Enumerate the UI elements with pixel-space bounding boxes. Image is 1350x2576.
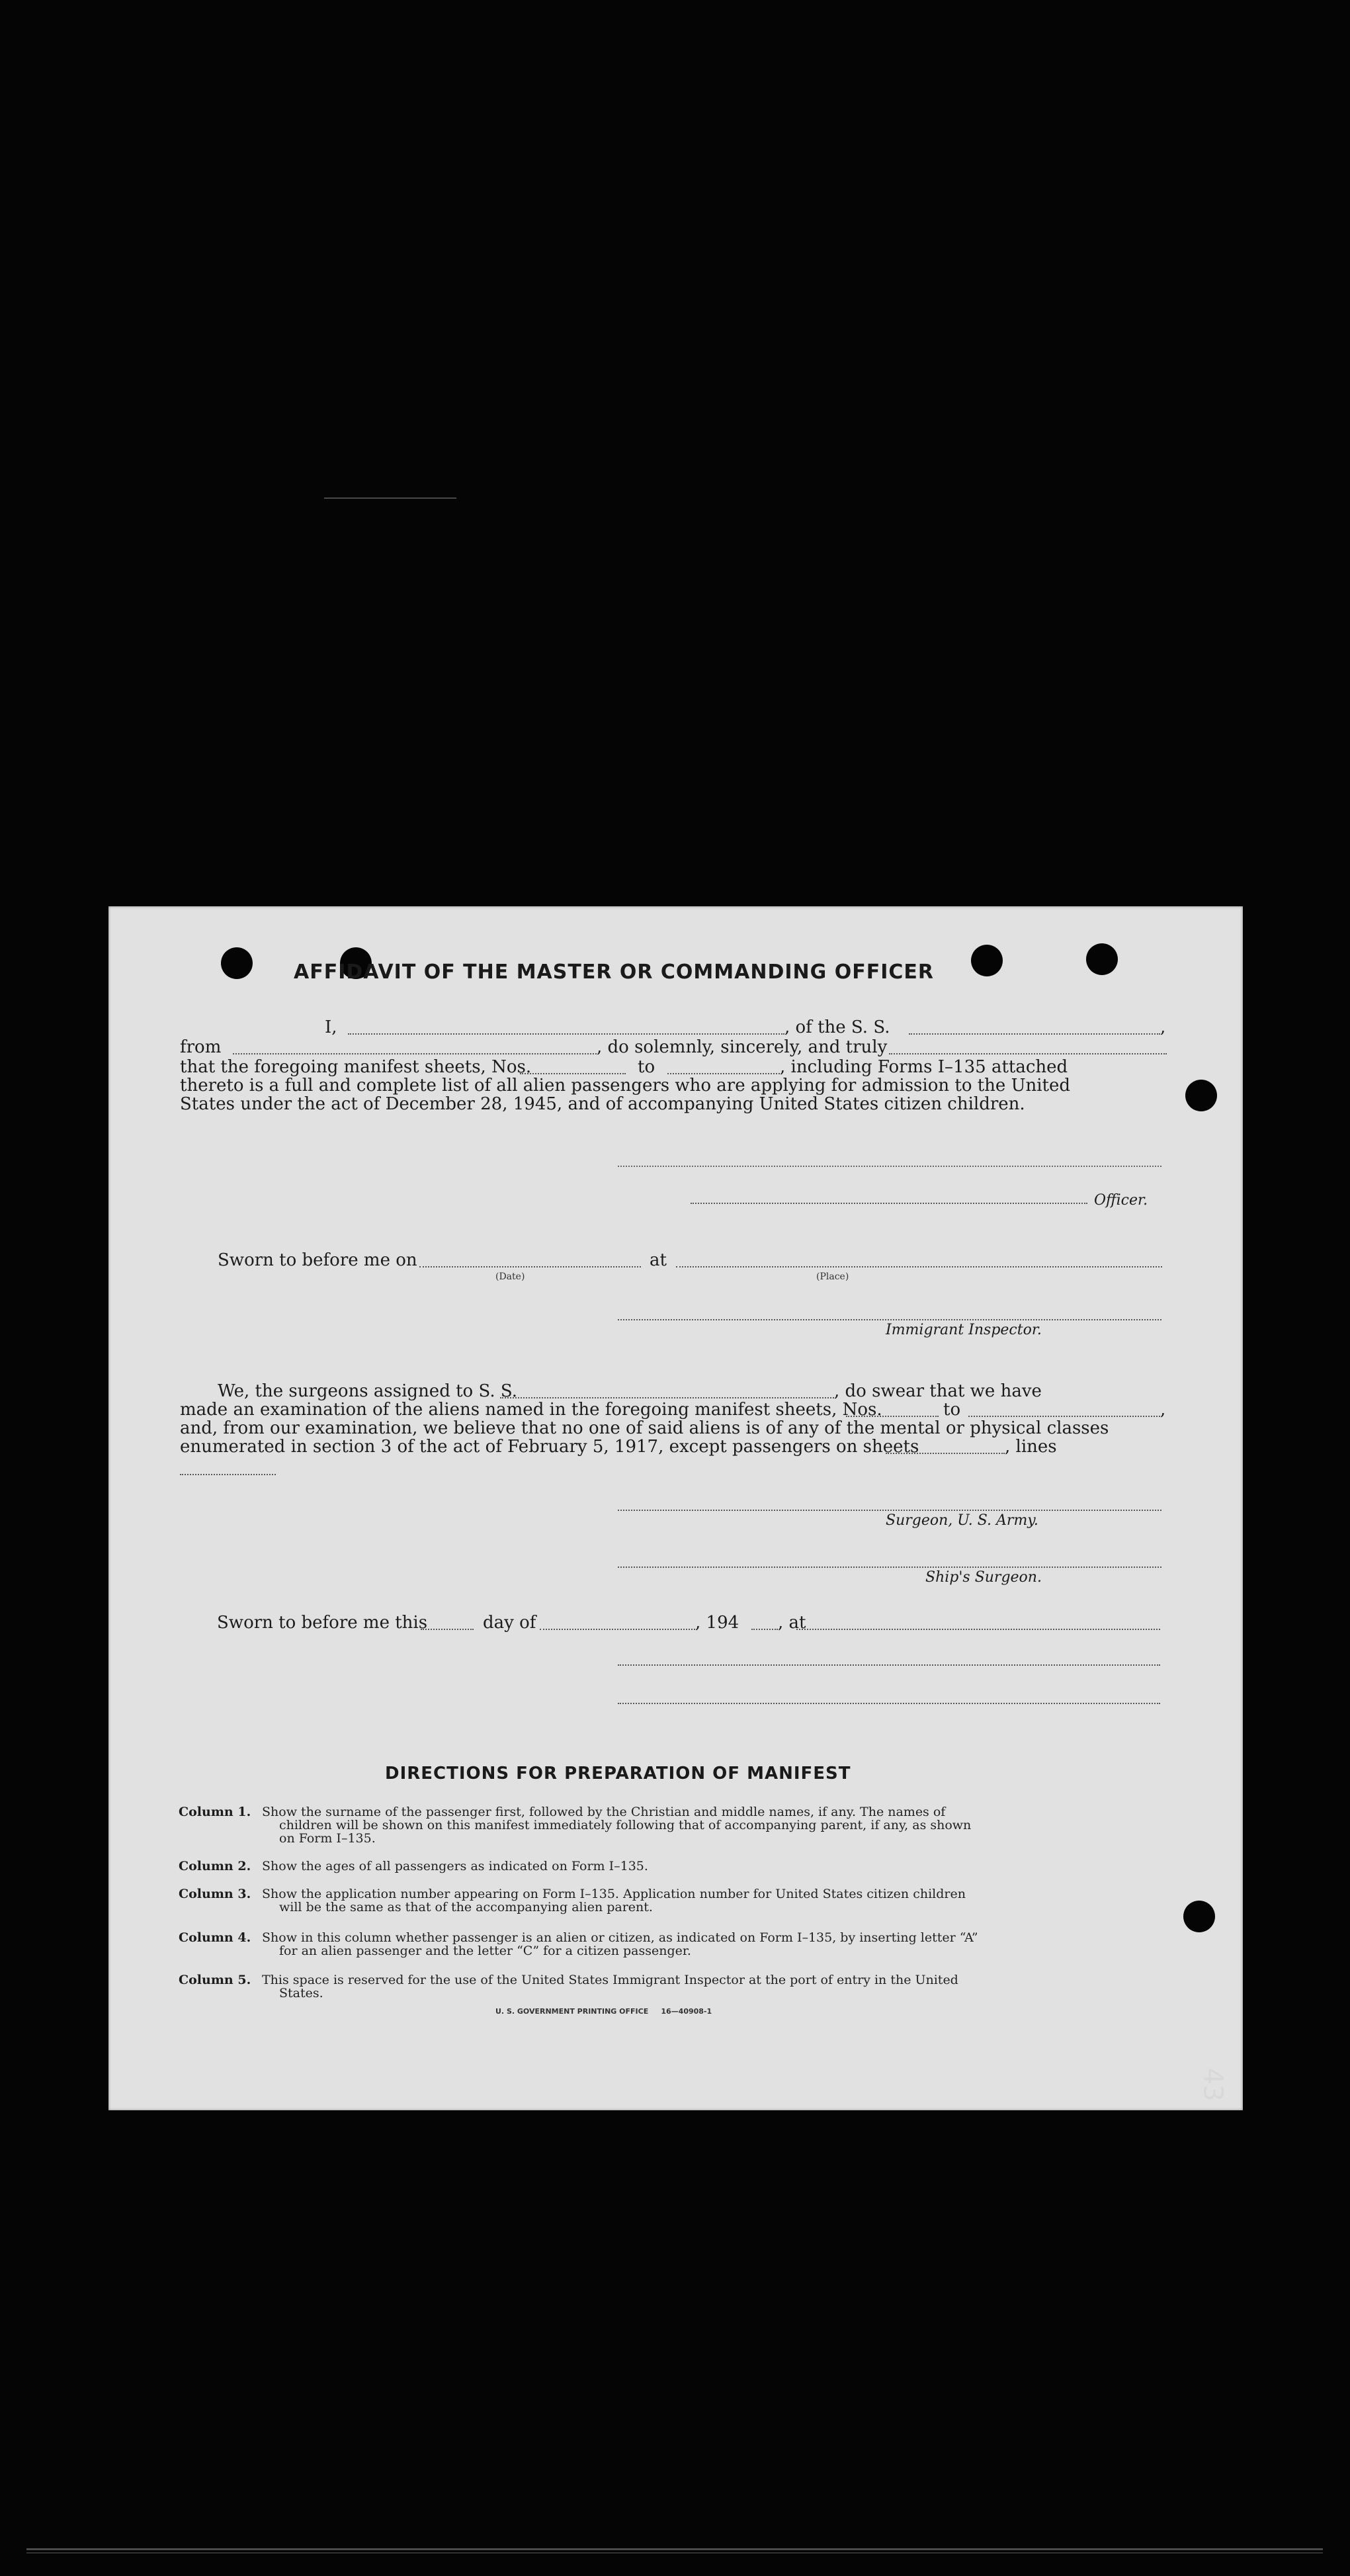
column-direction: for an alien passenger and the letter “C” for a citizen passenger. — [279, 1944, 691, 1958]
sworn-text: Sworn to before me this — [217, 1613, 428, 1633]
affidavit-text: , of the S. S. — [784, 1017, 890, 1037]
surgeons-text: , do swear that we have — [834, 1381, 1042, 1401]
punch-hole — [1086, 943, 1118, 975]
scan-edge-line — [324, 497, 456, 499]
column-direction: children will be shown on this manifest immediately following that of accompanying parent, if any, as shown — [279, 1818, 972, 1832]
officer-label: Officer. — [1094, 1192, 1148, 1209]
surgeons-text: enumerated in section 3 of the act of February 5, 1917, except passengers on sheets — [180, 1437, 919, 1457]
sworn-place-blank — [676, 1266, 1162, 1267]
blank-line — [889, 1053, 1167, 1054]
place-caption: (Place) — [816, 1271, 849, 1282]
affidavit-text: thereto is a full and complete list of all alien passengers who are applying for admission to the United — [180, 1076, 1071, 1095]
surgeons-text: made an examination of the aliens named in the foregoing manifest sheets, Nos. — [180, 1400, 882, 1420]
sheet-from-blank — [520, 1073, 626, 1074]
column-label: Column 2. — [179, 1859, 251, 1873]
column-label: Column 3. — [179, 1887, 251, 1901]
page-number: 43 — [1197, 2067, 1228, 2102]
port-blank — [233, 1053, 597, 1054]
surgeons-text: , — [1160, 1400, 1166, 1420]
directions-title: DIRECTIONS FOR PREPARATION OF MANIFEST — [385, 1764, 851, 1783]
column-direction: will be the same as that of the accompanying alien parent. — [279, 1900, 653, 1914]
affidavit-text: , including Forms I–135 attached — [780, 1057, 1068, 1077]
sworn-text: at — [650, 1250, 667, 1270]
sworn-month-blank — [540, 1629, 695, 1630]
affidavit-text: , do solemnly, sincerely, and truly — [597, 1037, 888, 1057]
sworn-text: Sworn to before me on — [218, 1250, 417, 1270]
sworn-day-blank — [421, 1629, 474, 1630]
column-direction: Show in this column whether passenger is an alien or citizen, as indicated on Form I–135, by inserting letter “A” — [262, 1930, 978, 1945]
column-label: Column 1. — [179, 1805, 251, 1819]
signature-line — [618, 1166, 1161, 1167]
affidavit-text: that the foregoing manifest sheets, Nos. — [180, 1057, 532, 1077]
surgeons-text: , lines — [1005, 1437, 1057, 1457]
sworn-text: , at — [778, 1613, 806, 1633]
scan-edge-line — [26, 2552, 1323, 2554]
scan-edge-line — [26, 2548, 1323, 2550]
column-direction: States. — [279, 1986, 323, 2000]
column-direction: Show the surname of the passenger first, followed by the Christian and middle names, if any. The names of — [262, 1805, 946, 1819]
ship-surgeon-signature-line — [618, 1567, 1161, 1568]
signature-line — [618, 1703, 1160, 1704]
affidavit-text: , — [1160, 1017, 1166, 1037]
column-direction: This space is reserved for the use of the United States Immigrant Inspector at the port of entry in the United — [262, 1973, 958, 1987]
master-name-blank — [348, 1033, 784, 1035]
column-direction: Show the application number appearing on Form I–135. Application number for United States citizen children — [262, 1887, 966, 1901]
affidavit-text: from — [180, 1037, 222, 1057]
lines-blank — [180, 1474, 276, 1475]
except-sheets-blank — [886, 1453, 1005, 1454]
officer-signature-line — [691, 1203, 1087, 1204]
punch-hole — [1185, 1080, 1217, 1111]
date-caption: (Date) — [495, 1271, 525, 1282]
manifest-page — [108, 906, 1243, 2110]
inspector-label: Immigrant Inspector. — [886, 1322, 1042, 1338]
sworn-place-blank — [796, 1629, 1160, 1630]
column-label: Column 4. — [179, 1930, 251, 1945]
column-direction: on Form I–135. — [279, 1831, 376, 1846]
affidavit-title: AFFIDAVIT OF THE MASTER OR COMMANDING OFFICER — [294, 961, 934, 984]
ship-name-blank — [909, 1033, 1160, 1035]
punch-hole — [971, 945, 1003, 976]
printing-office-footer: U. S. GOVERNMENT PRINTING OFFICE 16—40908-1 — [495, 2007, 712, 2016]
column-direction: Show the ages of all passengers as indicated on Form I–135. — [262, 1859, 648, 1873]
sworn-text: day of — [483, 1613, 536, 1633]
surgeons-text: We, the surgeons assigned to S. S. — [218, 1381, 518, 1401]
affidavit-text: I, — [325, 1017, 337, 1037]
surgeon-ship-blank — [500, 1397, 834, 1398]
affidavit-text: States under the act of December 28, 1945, and of accompanying United States citizen children. — [180, 1094, 1025, 1114]
punch-hole — [221, 947, 253, 979]
sworn-date-blank — [419, 1266, 641, 1267]
ship-surgeon-label: Ship's Surgeon. — [925, 1569, 1042, 1586]
affidavit-text: to — [638, 1057, 655, 1077]
signature-line — [618, 1664, 1160, 1666]
surgeons-text: to — [943, 1400, 961, 1420]
surgeons-text: and, from our examination, we believe that no one of said aliens is of any of the mental or physical classes — [180, 1418, 1109, 1438]
army-surgeon-label: Surgeon, U. S. Army. — [886, 1512, 1038, 1529]
surgeon-sheet-from-blank — [846, 1416, 939, 1417]
sworn-text: , 194 — [695, 1613, 739, 1633]
sheet-to-blank — [667, 1073, 780, 1074]
column-label: Column 5. — [179, 1973, 251, 1987]
sworn-year-blank — [751, 1629, 778, 1630]
punch-hole — [1183, 1901, 1215, 1932]
surgeon-sheet-to-blank — [968, 1416, 1160, 1417]
